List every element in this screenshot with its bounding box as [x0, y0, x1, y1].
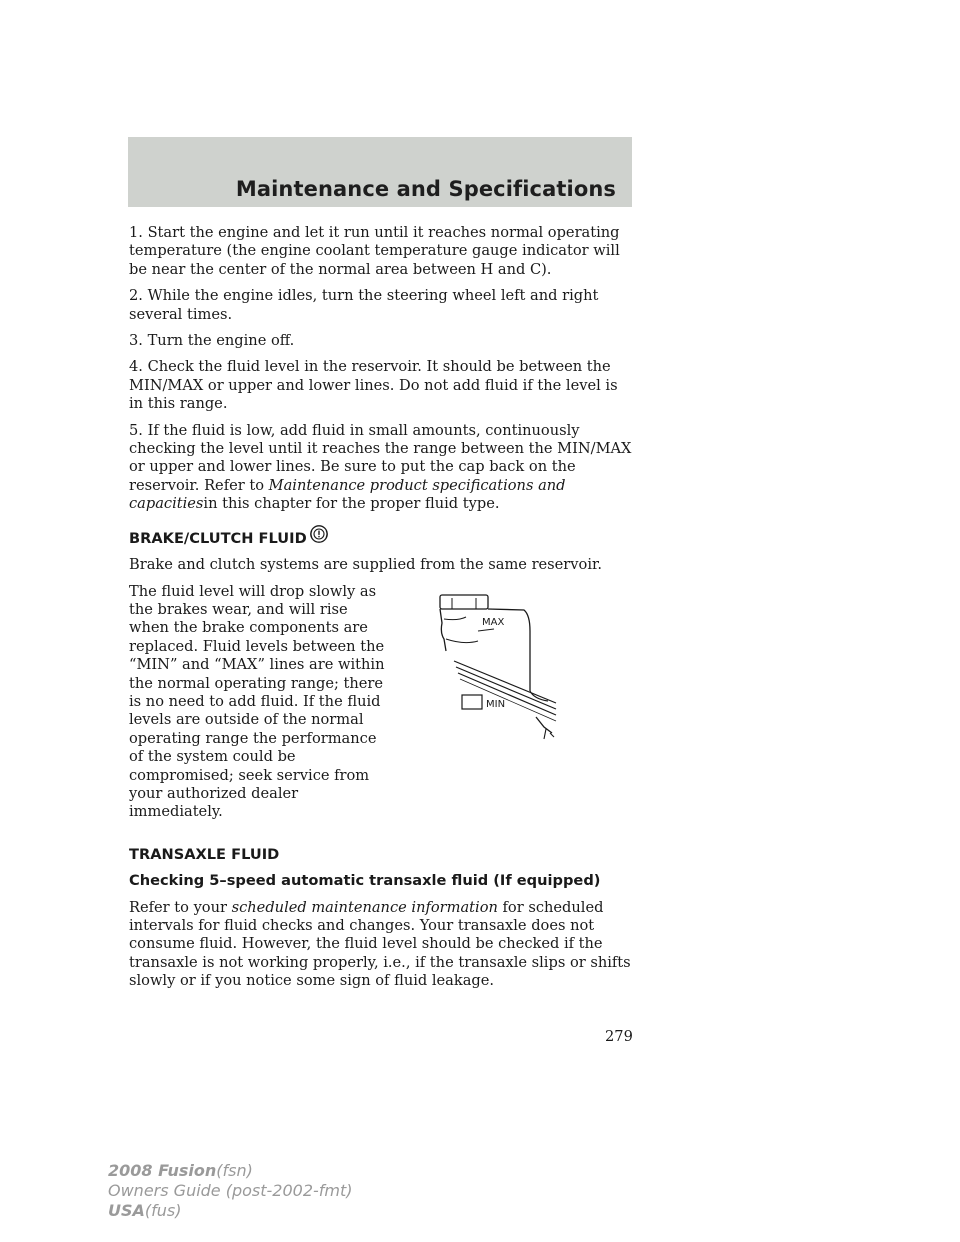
page-number: 279 [605, 1028, 633, 1045]
step-4: 4. Check the fluid level in the reservoir. It should be between the MIN/MAX or upper and lower lines. Do not add fluid if the level is in this range. [129, 358, 618, 413]
section-title: Maintenance and Specifications [235, 177, 616, 201]
step-2: 2. While the engine idles, turn the steering wheel left and right several times. [129, 287, 599, 323]
transaxle-text-after: for scheduled intervals for fluid checks and changes. Your transaxle does not consume fluid. However, the fluid level should be checked if the transaxle is not working properly, i.e., if the transaxle slips or shifts slowly or if you notice some sign of fluid leakage. [129, 898, 631, 990]
page-content [129, 224, 634, 999]
footer-model: 2008 Fusion [108, 1161, 217, 1180]
step-5-text: 5. If the fluid is low, add fluid in small amounts, continuously checking the level until it reaches the range between the MIN/MAX or upper and lower lines. Be sure to put the cap back on the reservoir. Refer to [129, 421, 632, 494]
brake-heading-text: BRAKE/CLUTCH FLUID [129, 529, 307, 547]
max-level-label: MAX [482, 616, 505, 628]
transaxle-subheading: Checking 5–speed automatic transaxle fluid (If equipped) [129, 872, 601, 890]
step-3: 3. Turn the engine off. [129, 332, 295, 350]
footer-market-code: (fus) [144, 1201, 182, 1220]
step-5-after: in this chapter for the proper fluid type. [203, 495, 500, 513]
footer-line-1 [108, 1161, 353, 1181]
transaxle-reference: scheduled maintenance information [231, 898, 498, 916]
step-5-reference: Maintenance product specifications and capacities [129, 476, 566, 513]
transaxle-heading: TRANSAXLE FLUID [129, 845, 280, 863]
section-header-band [128, 137, 632, 207]
step-5 [129, 422, 634, 514]
footer-market: USA [108, 1201, 145, 1220]
brake-body: The fluid level will drop slowly as the brakes wear, and will rise when the brake components are replaced. Fluid levels between the “MIN” and “MAX” lines are within the normal operating range; there is no need to add fluid. If the fluid levels are outside of the normal operating range the performance of the system could be compromised; seek service from your authorized dealer immediately. [129, 582, 385, 821]
step-1: 1. Start the engine and let it run until it reaches normal operating temperature (the engine coolant temperature gauge indicator will be near the center of the normal area between H and C). [129, 224, 620, 278]
footer-line-2: Owners Guide (post-2002-fmt) [108, 1181, 353, 1200]
transaxle-body [129, 899, 634, 991]
footer [108, 1161, 353, 1221]
brake-reservoir-diagram [438, 591, 574, 741]
transaxle-text-before: Refer to your [129, 898, 227, 916]
warning-circle-icon [309, 524, 329, 544]
min-level-label: MIN [486, 698, 506, 710]
brake-intro: Brake and clutch systems are supplied from the same reservoir. [129, 556, 602, 574]
brake-section [129, 583, 634, 830]
footer-line-3 [108, 1201, 353, 1221]
brake-heading [129, 530, 634, 548]
footer-model-code: (fsn) [216, 1161, 253, 1180]
